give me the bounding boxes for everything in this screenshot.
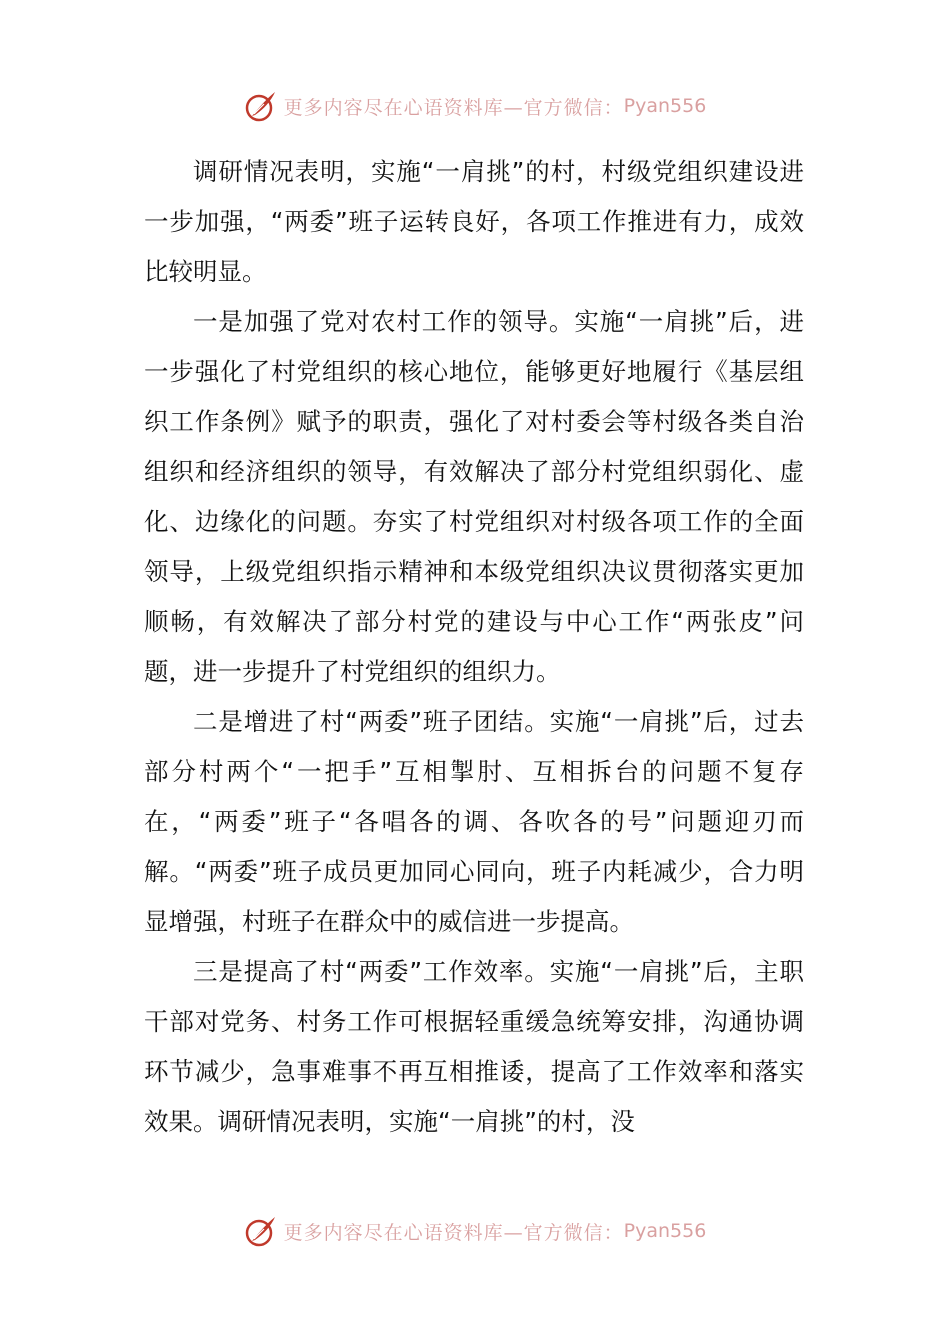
paragraph-point-one: 一是加强了党对农村工作的领导。实施“一肩挑”后，进一步强化了村党组织的核心地位，能够更好地履行《基层组织工作条例》赋予的职责，强化了对村委会等村级各类自治组织和经济组织的领导，有效解决了部分村党组织弱化、虚化、边缘化的问题。夯实了村党组织对村级各项工作的全面领导，上级党组织指示精神和本级党组织决议贯彻落实更加顺畅，有效解决了部分村党的建设与中心工作“两张皮”问题，进一步提升了村党组织的组织力。	[144, 307, 804, 686]
quill-pen-icon	[244, 89, 278, 123]
paragraph-point-two: 二是增进了村“两委”班子团结。实施“一肩挑”后，过去部分村两个“一把手”互相掣肘、互相拆台的问题不复存在，“两委”班子“各唱各的调、各吹各的号”问题迎刃而解。“两委”班子成员更加同心同向，班子内耗减少，合力明显增强，村班子在群众中的威信进一步提高。	[144, 707, 804, 936]
watermark-text: 更多内容尽在心语资料库—官方微信：	[283, 96, 624, 119]
quill-pen-icon	[244, 1214, 278, 1248]
footer-watermark	[0, 1211, 950, 1251]
watermark-handle: Pyan556	[623, 95, 707, 117]
paragraph-point-three: 三是提高了村“两委”工作效率。实施“一肩挑”后，主职干部对党务、村务工作可根据轻重缓急统筹安排，沟通协调环节减少，急事难事不再互相推诿，提高了工作效率和落实效果。调研情况表明，实施“一肩挑”的村，没	[144, 957, 804, 1136]
document-body	[144, 147, 804, 1147]
watermark-handle: Pyan556	[623, 1220, 707, 1242]
watermark-text: 更多内容尽在心语资料库—官方微信：	[283, 1221, 624, 1244]
header-watermark	[0, 86, 950, 126]
paragraph-intro: 调研情况表明，实施“一肩挑”的村，村级党组织建设进一步加强，“两委”班子运转良好，各项工作推进有力，成效比较明显。	[144, 157, 804, 286]
